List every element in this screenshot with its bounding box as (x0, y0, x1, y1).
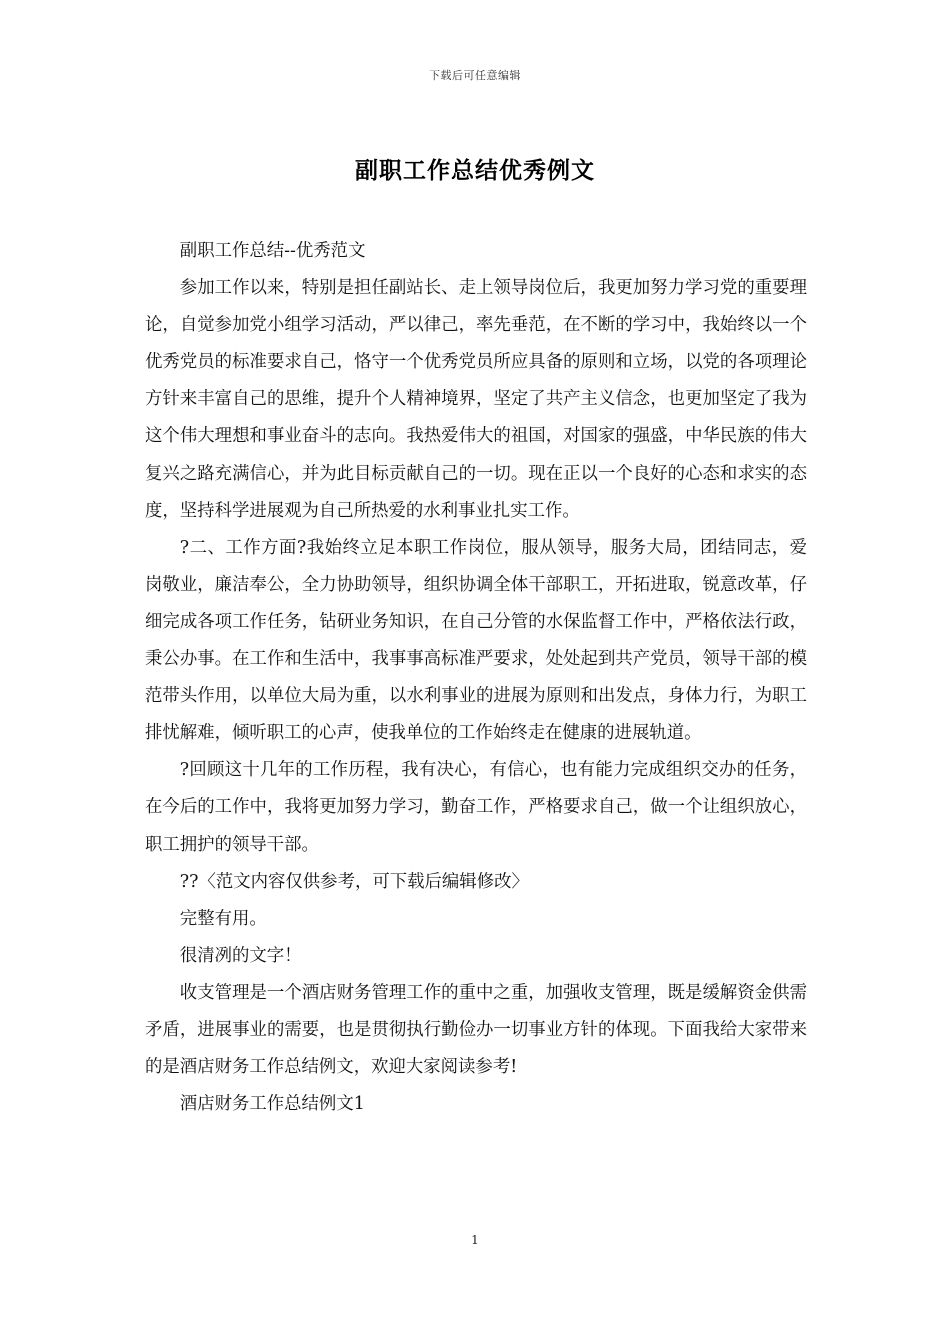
paragraph-4: ??〈范文内容仅供参考，可下载后编辑修改〉 (179, 871, 529, 892)
page-number: 1 (471, 1233, 479, 1247)
document-title: 副职工作总结优秀例文 (355, 157, 595, 184)
paragraph-2: ?二、工作方面?我始终立足本职工作岗位，服从领导，服务大局，团结同志，爱岗敬业，廉洁奉公，全力协助领导，组织协调全体干部职工，开拓进取，锐意改革，仔细完成各项工作任务，钻研业务知识，在自己分管的水保监督工作中，严格依法行政，秉公办事。在工作和生活中，我事事高标准严要求，处处起到共产党员，领导干部的模范带头作用，以单位大局为重，以水利事业的进展为原则和出发点，身体力行，为职工排忧解难，倾听职工的心声，使我单位的工作始终走在健康的进展轨道。 (145, 537, 807, 744)
page-header: 下载后可任意编辑 (429, 69, 521, 82)
paragraph-3: ?回顾这十几年的工作历程，我有决心，有信心，也有能力完成组织交办的任务，在今后的工作中，我将更加努力学习，勤奋工作，严格要求自己，做一个让组织放心，职工拥护的领导干部。 (145, 760, 807, 855)
paragraph-6: 很清冽的文字！ (179, 945, 302, 966)
paragraph-8: 酒店财务工作总结例文1 (179, 1094, 365, 1115)
document-body (145, 233, 807, 1123)
paragraph-7: 收支管理是一个酒店财务管理工作的重中之重，加强收支管理，既是缓解资金供需矛盾，进展事业的需要，也是贯彻执行勤俭办一切事业方针的体现。下面我给大家带来的是酒店财务工作总结例文，欢迎大家阅读参考! (145, 982, 807, 1078)
paragraph-5: 完整有用。 (179, 908, 267, 929)
paragraph-subtitle: 副职工作总结--优秀范文 (179, 241, 366, 261)
paragraph-1: 参加工作以来，特别是担任副站长、走上领导岗位后，我更加努力学习党的重要理论，自觉参加党小组学习活动，严以律己，率先垂范，在不断的学习中，我始终以一个优秀党员的标准要求自己，恪守一个优秀党员所应具备的原则和立场，以党的各项理论方针来丰富自己的思维，提升个人精神境界，坚定了共产主义信念，也更加坚定了我为这个伟大理想和事业奋斗的志向。我热爱伟大的祖国，对国家的强盛，中华民族的伟大复兴之路充满信心，并为此目标贡献自己的一切。现在正以一个良好的心态和求实的态度，坚持科学进展观为自己所热爱的水利事业扎实工作。 (145, 278, 807, 521)
